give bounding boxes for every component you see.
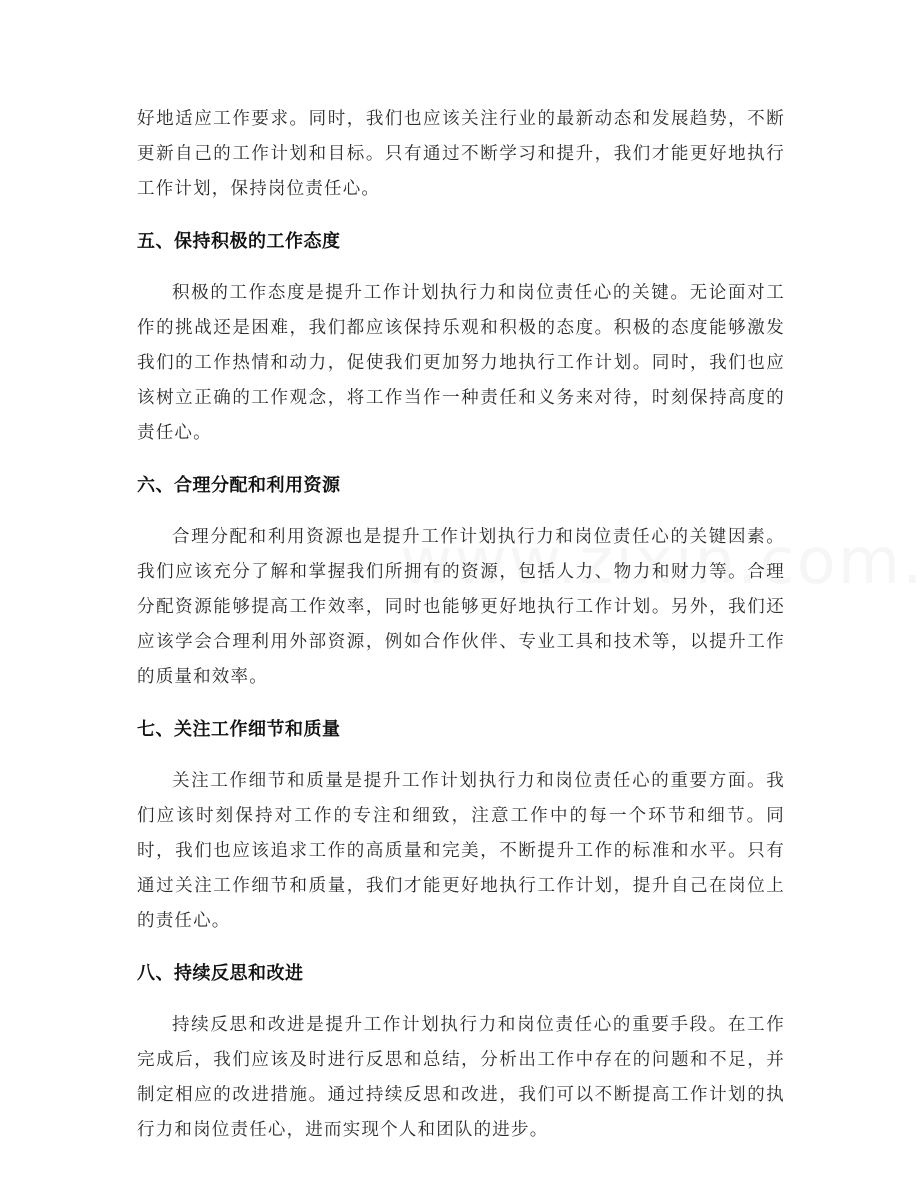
section-heading-5: 五、保持积极的工作态度 [137, 231, 341, 252]
section-body-7: 关注工作细节和质量是提升工作计划执行力和岗位责任心的重要方面。我们应该时刻保持对工作的专注和细致，注意工作中的每一个环节和细节。同时，我们也应该追求工作的高质量和完美，不断提升工作的标准和水平。只有通过关注工作细节和质量，我们才能更好地执行工作计划，提升自己在岗位上的责任心。 [137, 771, 785, 931]
section-heading-8: 八、持续反思和改进 [137, 963, 304, 984]
intro-paragraph: 好地适应工作要求。同时，我们也应该关注行业的最新动态和发展趋势，不断更新自己的工作计划和目标。只有通过不断学习和提升，我们才能更好地执行工作计划，保持岗位责任心。 [137, 109, 785, 199]
section-body-5: 积极的工作态度是提升工作计划执行力和岗位责任心的关键。无论面对工作的挑战还是困难，我们都应该保持乐观和积极的态度。积极的态度能够激发我们的工作热情和动力，促使我们更加努力地执行工作计划。同时，我们也应该树立正确的工作观念，将工作当作一种责任和义务来对待，时刻保持高度的责任心。 [137, 283, 785, 443]
section-heading-7: 七、关注工作细节和质量 [137, 719, 341, 740]
section-heading-6: 六、合理分配和利用资源 [137, 475, 341, 496]
document-page [137, 102, 785, 1148]
section-body-6: 合理分配和利用资源也是提升工作计划执行力和岗位责任心的关键因素。我们应该充分了解和掌握我们所拥有的资源，包括人力、物力和财力等。合理分配资源能够提高工作效率，同时也能够更好地执行工作计划。另外，我们还应该学会合理利用外部资源，例如合作伙伴、专业工具和技术等，以提升工作的质量和效率。 [137, 527, 785, 687]
section-body-8: 持续反思和改进是提升工作计划执行力和岗位责任心的重要手段。在工作完成后，我们应该及时进行反思和总结，分析出工作中存在的问题和不足，并制定相应的改进措施。通过持续反思和改进，我们可以不断提高工作计划的执行力和岗位责任心，进而实现个人和团队的进步。 [137, 1015, 785, 1140]
